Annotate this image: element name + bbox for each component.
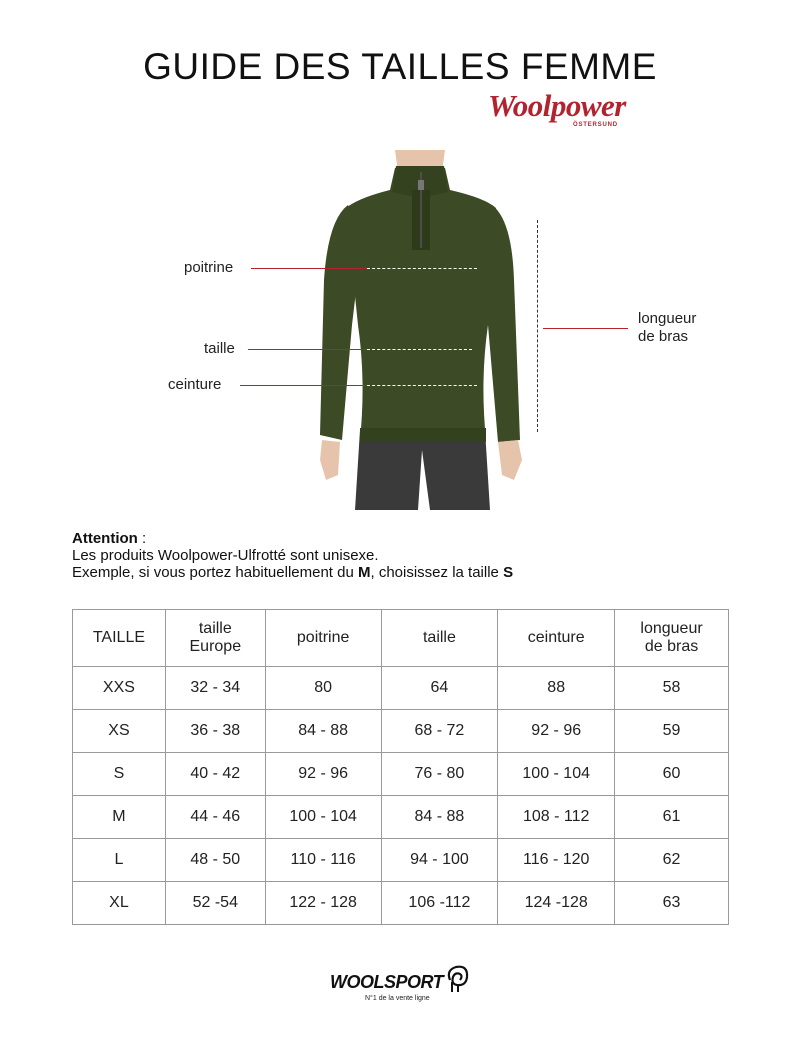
attention-line2 <box>72 564 513 581</box>
cell-hips: 88 <box>498 667 615 710</box>
cell-eu-size: 40 - 42 <box>165 753 265 796</box>
hem <box>360 428 486 442</box>
table-row <box>73 667 729 710</box>
cell-eu-size: 48 - 50 <box>165 839 265 882</box>
attention-size-a: M <box>358 564 371 581</box>
chest-measure-line <box>367 268 477 269</box>
label-hips: ceinture <box>168 376 222 393</box>
header-size: TAILLE <box>73 610 166 667</box>
brand-subtitle: ÖSTERSUND <box>573 122 618 128</box>
cell-eu-size: 36 - 38 <box>165 710 265 753</box>
header-waist: taille <box>381 610 498 667</box>
cell-waist: 76 - 80 <box>381 753 498 796</box>
table-header-row <box>73 610 729 667</box>
waist-pointer-line <box>248 349 367 350</box>
left-hand <box>320 440 340 480</box>
label-arm-length-line2: de bras <box>638 328 689 345</box>
waist-measure-line <box>367 349 472 350</box>
cell-chest: 122 - 128 <box>265 882 381 925</box>
cell-waist: 68 - 72 <box>381 710 498 753</box>
cell-hips: 92 - 96 <box>498 710 615 753</box>
cell-hips: 124 -128 <box>498 882 615 925</box>
cell-arm-length: 59 <box>615 710 729 753</box>
cell-size: L <box>73 839 166 882</box>
header-eu-size-line2: Europe <box>189 638 242 655</box>
cell-eu-size: 52 -54 <box>165 882 265 925</box>
header-arm-length <box>615 610 729 667</box>
right-hand <box>498 440 522 480</box>
table-row <box>73 839 729 882</box>
cell-size: XL <box>73 882 166 925</box>
cell-arm-length: 58 <box>615 667 729 710</box>
table-row <box>73 882 729 925</box>
zipper-pull <box>418 180 424 190</box>
table-row <box>73 753 729 796</box>
cell-waist: 106 -112 <box>381 882 498 925</box>
woolpower-logo <box>488 88 663 132</box>
cell-eu-size: 32 - 34 <box>165 667 265 710</box>
label-arm-length <box>638 310 696 346</box>
cell-chest: 84 - 88 <box>265 710 381 753</box>
header-hips: ceinture <box>498 610 615 667</box>
cell-chest: 110 - 116 <box>265 839 381 882</box>
woolsport-logo[interactable] <box>330 962 470 1012</box>
hips-measure-line <box>367 385 477 386</box>
header-arm-length-line2: de bras <box>644 638 699 655</box>
label-chest: poitrine <box>184 259 234 276</box>
header-arm-length-line1: longueur <box>640 620 703 637</box>
page-title: GUIDE DES TAILLES FEMME <box>143 46 657 87</box>
cell-hips: 108 - 112 <box>498 796 615 839</box>
attention-heading: Attention <box>72 530 138 547</box>
attention-line2-mid: , choisissez la taille <box>370 564 504 581</box>
attention-note <box>72 530 513 581</box>
size-table <box>72 609 729 925</box>
label-arm-length-line1: longueur <box>638 310 697 327</box>
cell-chest: 80 <box>265 667 381 710</box>
cell-arm-length: 63 <box>615 882 729 925</box>
header-eu-size-line1: taille <box>198 620 232 637</box>
model-illustration <box>300 150 540 510</box>
cell-waist: 84 - 88 <box>381 796 498 839</box>
hips-pointer-line <box>240 385 367 386</box>
label-waist: taille <box>204 340 235 357</box>
cell-size: M <box>73 796 166 839</box>
cell-size: XXS <box>73 667 166 710</box>
cell-size: XS <box>73 710 166 753</box>
table-row <box>73 710 729 753</box>
arm-pointer-line <box>543 328 628 329</box>
attention-size-b: S <box>503 564 514 581</box>
table-row <box>73 796 729 839</box>
header-eu-size <box>165 610 265 667</box>
cell-hips: 100 - 104 <box>498 753 615 796</box>
chest-pointer-line <box>251 268 367 269</box>
footer-logo-word: WOOLSPORT <box>330 972 444 992</box>
header-chest: poitrine <box>265 610 381 667</box>
footer-tagline: N°1 de la vente ligne <box>365 995 430 1002</box>
attention-line1: Les produits Woolpower-Ulfrotté sont unisexe. <box>72 547 379 564</box>
brand-name: Woolpower <box>488 88 626 123</box>
ram-icon <box>444 964 470 994</box>
cell-chest: 100 - 104 <box>265 796 381 839</box>
cell-hips: 116 - 120 <box>498 839 615 882</box>
cell-arm-length: 61 <box>615 796 729 839</box>
cell-arm-length: 62 <box>615 839 729 882</box>
cell-waist: 94 - 100 <box>381 839 498 882</box>
cell-arm-length: 60 <box>615 753 729 796</box>
arm-measure-line <box>537 220 538 432</box>
attention-line2-pre: Exemple, si vous portez habituellement du <box>72 564 358 581</box>
cell-chest: 92 - 96 <box>265 753 381 796</box>
cell-waist: 64 <box>381 667 498 710</box>
attention-suffix: : <box>137 530 147 547</box>
cell-size: S <box>73 753 166 796</box>
cell-eu-size: 44 - 46 <box>165 796 265 839</box>
